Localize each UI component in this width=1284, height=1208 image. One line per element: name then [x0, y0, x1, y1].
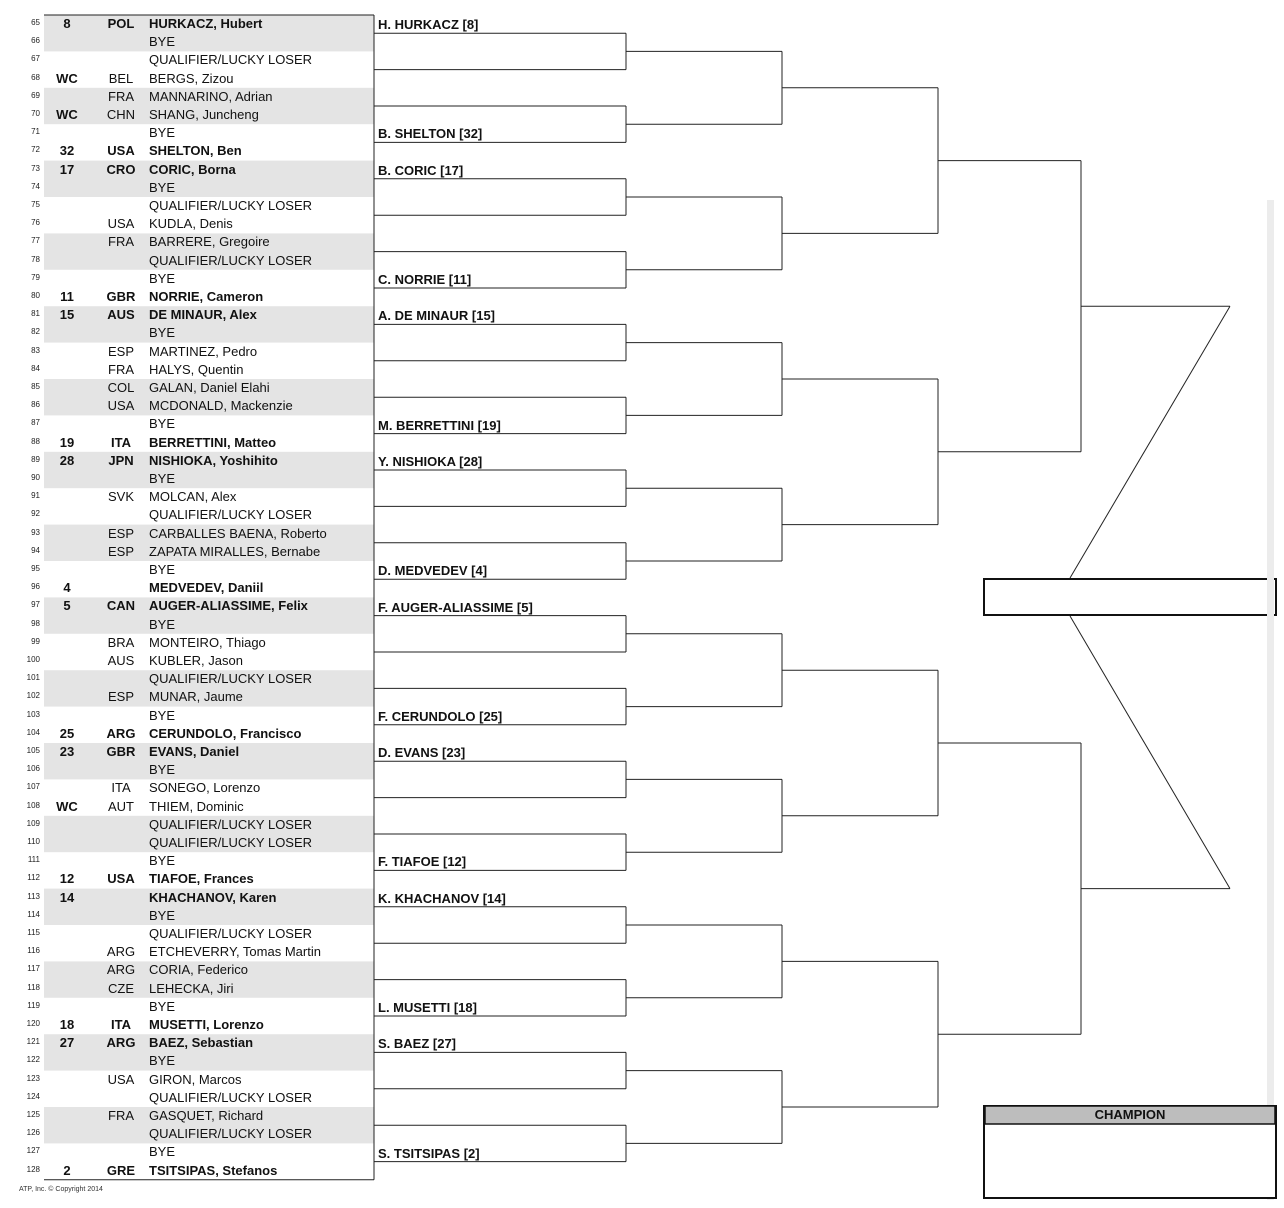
- player-name: BYE: [149, 125, 176, 141]
- player-name: BAEZ, Sebastian: [149, 1035, 254, 1051]
- player-name: GALAN, Daniel Elahi: [149, 380, 270, 395]
- nationality: ITA: [111, 780, 131, 796]
- nationality: USA: [107, 143, 135, 159]
- draw-position: 87: [31, 418, 40, 428]
- right-margin-bar: [1267, 200, 1274, 1200]
- draw-position: 88: [31, 436, 40, 446]
- seed-label: WC: [56, 70, 78, 86]
- draw-position: 106: [26, 764, 40, 774]
- nationality: ARG: [106, 962, 136, 978]
- draw-position: 70: [31, 109, 40, 118]
- seed-label: 27: [59, 1035, 75, 1051]
- round2-player: K. KHACHANOV [14]: [378, 890, 506, 906]
- player-name: BYE: [149, 1144, 176, 1160]
- draw-position: 75: [31, 200, 40, 209]
- nationality: CRO: [106, 161, 136, 177]
- draw-position: 82: [31, 327, 40, 337]
- round2-player: S. BAEZ [27]: [378, 1036, 457, 1052]
- round2-player: L. MUSETTI [18]: [378, 1000, 477, 1015]
- player-name: CARBALLES BAENA, Roberto: [149, 525, 327, 541]
- seed-label: 19: [59, 434, 75, 450]
- player-name: QUALIFIER/LUCKY LOSER: [149, 816, 313, 832]
- final-winner-box: [984, 579, 1276, 615]
- draw-position: 112: [27, 873, 40, 883]
- round2-player: S. TSITSIPAS [2]: [378, 1145, 480, 1161]
- draw-position: 119: [27, 1000, 40, 1010]
- draw-position: 78: [31, 254, 40, 264]
- seed-label: 32: [59, 143, 75, 159]
- draw-position: 103: [26, 709, 40, 719]
- draw-position: 79: [31, 272, 40, 282]
- nationality: CAN: [106, 598, 136, 614]
- seed-label: 8: [63, 16, 71, 31]
- player-name: CORIA, Federico: [149, 962, 248, 978]
- draw-position: 121: [26, 1037, 40, 1047]
- player-name: MOLCAN, Alex: [149, 489, 237, 505]
- draw-position: 124: [26, 1091, 40, 1101]
- player-name: HURKACZ, Hubert: [149, 16, 263, 31]
- seed-label: 11: [60, 289, 74, 304]
- nationality: ARG: [106, 944, 136, 960]
- seed-label: 2: [63, 1162, 71, 1178]
- seed-label: 17: [59, 161, 75, 177]
- player-name: QUALIFIER/LUCKY LOSER: [149, 507, 313, 523]
- nationality: USA: [107, 871, 135, 887]
- nationality: SVK: [107, 489, 134, 505]
- nationality: FRA: [108, 88, 134, 104]
- nationality: ESP: [107, 525, 134, 541]
- player-name: BYE: [149, 707, 176, 723]
- draw-position: 86: [31, 400, 40, 410]
- draw-position: 69: [31, 90, 40, 100]
- draw-position: 116: [27, 946, 40, 956]
- player-name: HALYS, Quentin: [149, 361, 244, 377]
- player-name: DE MINAUR, Alex: [149, 307, 257, 323]
- draw-position: 122: [26, 1055, 40, 1065]
- draw-position: 105: [26, 746, 40, 755]
- player-name: QUALIFIER/LUCKY LOSER: [149, 835, 313, 850]
- round2-player: H. HURKACZ [8]: [378, 17, 479, 33]
- player-name: KUBLER, Jason: [149, 653, 243, 668]
- player-name: ZAPATA MIRALLES, Bernabe: [149, 543, 321, 559]
- copyright-text: ATP, Inc. © Copyright 2014: [19, 1186, 103, 1193]
- draw-position: 90: [31, 473, 40, 482]
- round2-player: Y. NISHIOKA [28]: [378, 454, 483, 469]
- nationality: GRE: [106, 1162, 136, 1178]
- draw-position: 94: [31, 545, 40, 555]
- round2-player: C. NORRIE [11]: [378, 272, 472, 287]
- player-name: QUALIFIER/LUCKY LOSER: [149, 926, 313, 941]
- draw-position: 99: [31, 636, 40, 646]
- draw-position: 80: [31, 291, 40, 300]
- draw-position: 107: [26, 782, 40, 792]
- player-name: BYE: [149, 325, 176, 341]
- player-name: GIRON, Marcos: [149, 1071, 242, 1087]
- seed-label: WC: [56, 798, 78, 814]
- seed-label: 5: [63, 598, 71, 614]
- draw-position: 110: [27, 837, 40, 846]
- draw-position: 111: [27, 855, 40, 865]
- player-name: TSITSIPAS, Stefanos: [149, 1162, 278, 1178]
- draw-position: 81: [31, 309, 40, 319]
- bracket-diagonal: [1070, 306, 1230, 578]
- draw-position: 109: [26, 818, 40, 828]
- player-name: LEHECKA, Jiri: [149, 980, 234, 996]
- player-name: ETCHEVERRY, Tomas Martin: [149, 944, 321, 960]
- draw-position: 73: [31, 163, 40, 173]
- draw-position: 97: [31, 600, 40, 610]
- draw-position: 83: [31, 345, 40, 355]
- player-name: CORIC, Borna: [149, 161, 236, 177]
- player-name: BYE: [149, 907, 176, 923]
- nationality: GBR: [106, 289, 136, 304]
- draw-position: 71: [31, 127, 40, 137]
- draw-position: 67: [31, 54, 40, 64]
- player-name: MEDVEDEV, Daniil: [149, 580, 264, 596]
- player-name: GASQUET, Richard: [149, 1108, 264, 1123]
- nationality: COL: [107, 380, 135, 395]
- seed-label: 28: [59, 452, 75, 468]
- draw-position: 127: [26, 1146, 40, 1156]
- nationality: ESP: [107, 689, 134, 705]
- player-name: MUNAR, Jaume: [149, 689, 243, 705]
- draw-position: 92: [31, 509, 40, 519]
- round2-player: A. DE MINAUR [15]: [378, 308, 496, 324]
- seed-label: 23: [59, 744, 75, 759]
- player-name: BYE: [149, 998, 176, 1014]
- player-name: MCDONALD, Mackenzie: [149, 398, 293, 414]
- nationality: AUS: [107, 307, 135, 323]
- player-name: BYE: [149, 34, 176, 50]
- draw-position: 77: [31, 236, 40, 246]
- draw-position: 114: [27, 909, 40, 919]
- player-name: SHELTON, Ben: [149, 143, 242, 159]
- nationality: USA: [107, 1071, 135, 1087]
- player-name: QUALIFIER/LUCKY LOSER: [149, 1126, 313, 1142]
- draw-position: 84: [31, 363, 40, 373]
- player-name: BYE: [149, 853, 176, 869]
- player-name: BYE: [149, 1053, 176, 1069]
- draw-position: 102: [26, 691, 40, 701]
- seed-label: 12: [59, 871, 75, 887]
- draw-position: 95: [31, 564, 40, 573]
- player-name: BERGS, Zizou: [149, 70, 234, 86]
- round2-player: D. MEDVEDEV [4]: [378, 563, 488, 579]
- nationality: BEL: [108, 70, 134, 86]
- seed-label: WC: [56, 107, 78, 122]
- nationality: ITA: [111, 434, 131, 450]
- draw-position: 120: [26, 1019, 40, 1028]
- round2-player: B. CORIC [17]: [378, 162, 464, 178]
- player-name: BARRERE, Gregoire: [149, 234, 270, 250]
- nationality: ESP: [107, 543, 134, 559]
- draw-position: 98: [31, 618, 40, 628]
- nationality: FRA: [108, 1108, 134, 1123]
- nationality: USA: [107, 216, 135, 232]
- nationality: BRA: [107, 634, 135, 650]
- player-name: SHANG, Juncheng: [149, 107, 259, 122]
- draw-position: 74: [31, 181, 40, 191]
- player-name: QUALIFIER/LUCKY LOSER: [149, 252, 313, 268]
- draw-position: 76: [31, 218, 40, 228]
- player-name: BERRETTINI, Matteo: [149, 434, 277, 450]
- round2-player: F. CERUNDOLO [25]: [378, 708, 503, 724]
- round2-player: F. AUGER-ALIASSIME [5]: [378, 599, 533, 615]
- player-name: QUALIFIER/LUCKY LOSER: [149, 52, 313, 68]
- draw-position: 128: [26, 1164, 40, 1174]
- player-name: QUALIFIER/LUCKY LOSER: [149, 198, 313, 213]
- draw-position: 68: [31, 72, 40, 82]
- round2-player: F. TIAFOE [12]: [378, 854, 467, 870]
- player-name: BYE: [149, 562, 176, 577]
- player-name: BYE: [149, 416, 176, 432]
- draw-position: 104: [26, 727, 40, 737]
- player-name: BYE: [149, 471, 176, 486]
- player-name: BYE: [149, 179, 176, 195]
- draw-position: 100: [26, 655, 40, 664]
- nationality: ARG: [106, 1035, 136, 1051]
- nationality: USA: [107, 398, 135, 414]
- player-name: MANNARINO, Adrian: [149, 88, 273, 104]
- seed-label: 14: [59, 889, 75, 905]
- nationality: ARG: [106, 725, 136, 741]
- player-name: TIAFOE, Frances: [149, 871, 254, 887]
- nationality: AUS: [107, 653, 135, 668]
- draw-position: 108: [26, 800, 40, 810]
- draw-position: 101: [26, 673, 40, 683]
- draw-position: 126: [26, 1128, 40, 1138]
- seed-label: 25: [59, 725, 75, 741]
- player-name: AUGER-ALIASSIME, Felix: [149, 598, 308, 614]
- draw-position: 89: [31, 454, 40, 464]
- draw-position: 66: [31, 36, 40, 46]
- player-name: MONTEIRO, Thiago: [149, 634, 266, 650]
- player-name: BYE: [149, 616, 176, 632]
- nationality: ESP: [107, 343, 134, 359]
- draw-position: 118: [27, 982, 40, 992]
- nationality: CHN: [106, 107, 136, 122]
- nationality: GBR: [106, 744, 136, 759]
- draw-position: 93: [31, 527, 40, 537]
- draw-position: 123: [26, 1073, 40, 1083]
- nationality: FRA: [108, 234, 134, 250]
- player-name: QUALIFIER/LUCKY LOSER: [149, 1089, 313, 1105]
- round2-player: B. SHELTON [32]: [378, 126, 483, 142]
- player-name: CERUNDOLO, Francisco: [149, 725, 302, 741]
- player-name: QUALIFIER/LUCKY LOSER: [149, 671, 313, 687]
- round2-player: D. EVANS [23]: [378, 745, 466, 761]
- draw-position: 85: [31, 382, 40, 391]
- player-name: SONEGO, Lorenzo: [149, 780, 261, 796]
- draw-position: 113: [27, 891, 40, 901]
- seed-label: 15: [59, 307, 75, 323]
- draw-position: 91: [31, 491, 40, 501]
- champion-label: CHAMPION: [1094, 1107, 1166, 1122]
- player-name: BYE: [149, 270, 176, 286]
- nationality: FRA: [108, 361, 134, 377]
- nationality: POL: [107, 16, 135, 31]
- player-name: EVANS, Daniel: [149, 744, 240, 759]
- seed-label: 4: [63, 580, 71, 596]
- draw-position: 125: [26, 1110, 40, 1119]
- player-name: MARTINEZ, Pedro: [149, 343, 258, 359]
- player-name: BYE: [149, 762, 176, 778]
- player-name: THIEM, Dominic: [149, 798, 244, 814]
- player-name: NORRIE, Cameron: [149, 289, 264, 304]
- bracket-diagonal: [1070, 616, 1230, 889]
- draw-position: 96: [31, 582, 40, 592]
- round2-player: M. BERRETTINI [19]: [378, 417, 501, 433]
- player-name: NISHIOKA, Yoshihito: [149, 452, 278, 468]
- nationality: ITA: [111, 1017, 131, 1032]
- draw-position: 117: [27, 964, 40, 974]
- seed-label: 18: [59, 1017, 75, 1032]
- nationality: JPN: [108, 452, 134, 468]
- nationality: AUT: [108, 798, 134, 814]
- draw-position: 72: [31, 145, 40, 155]
- player-name: MUSETTI, Lorenzo: [149, 1017, 264, 1032]
- draw-position: 65: [31, 18, 40, 27]
- player-name: KUDLA, Denis: [149, 216, 233, 232]
- player-name: KHACHANOV, Karen: [149, 889, 277, 905]
- draw-position: 115: [27, 928, 40, 937]
- nationality: CZE: [108, 980, 134, 996]
